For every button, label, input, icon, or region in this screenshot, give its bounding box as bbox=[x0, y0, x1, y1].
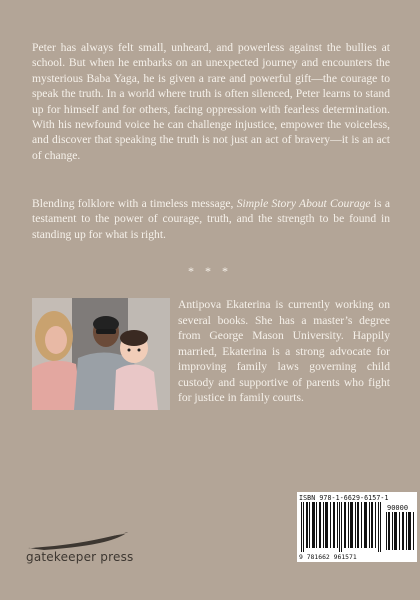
isbn-label: ISBN 978-1-6629-6157-1 bbox=[299, 494, 389, 502]
author-bio: Antipova Ekaterina is currently working on several books. She has a master’s degree from George Mason University. Happily married, Ekaterina is a strong advocate for improving family laws governing child custody and supportive of parents who fight for justice in family courts. bbox=[178, 298, 390, 404]
publisher-logo bbox=[24, 530, 154, 580]
publisher-name: gatekeeper press bbox=[26, 550, 134, 564]
book-blurb: Peter has always felt small, unheard, and powerless against the bullies at school. But when he embarks on an unexpected journey and encounters the mysterious Baba Yaga, he is given a rare and powerful gift—the courage to speak the truth. In a world where truth is often silenced, Peter learns to stand up for himself and for others, facing oppression with fearless determination. With his newfound voice he can challenge injustice, empower the voiceless, and discover that speaking the truth is not just an act of bravery—it is an act of change. bbox=[32, 41, 390, 162]
isbn-barcode bbox=[297, 492, 417, 562]
price-code: 90000 bbox=[387, 504, 409, 512]
tagline-post: is a testament to the power of courage, truth, and the strength to be found in standing up for what is right. bbox=[32, 197, 390, 241]
author-family-photo bbox=[32, 298, 170, 410]
barcode-icon bbox=[299, 502, 383, 552]
section-divider: * * * bbox=[188, 264, 232, 278]
book-blurb-tagline bbox=[32, 196, 390, 242]
book-title-italic: Simple Story About Courage bbox=[236, 197, 371, 210]
tagline-pre: Blending folklore with a timeless message, bbox=[32, 197, 237, 210]
barcode-number: 9 781662 961571 bbox=[299, 553, 357, 561]
photo-illustration bbox=[32, 298, 170, 410]
price-barcode-icon bbox=[385, 512, 415, 550]
